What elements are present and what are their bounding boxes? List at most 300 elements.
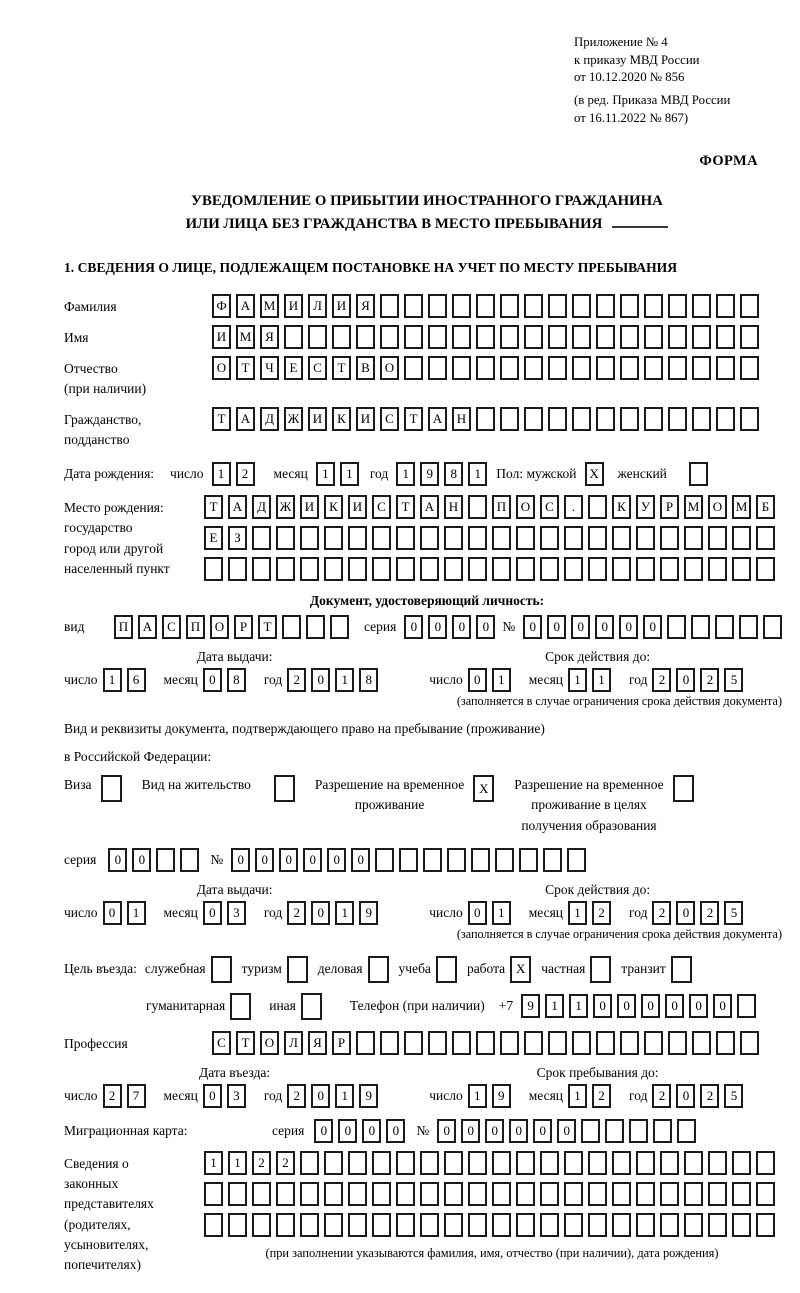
form-cell[interactable] — [588, 526, 607, 550]
form-cell[interactable] — [423, 848, 442, 872]
form-cell[interactable]: А — [428, 407, 447, 431]
form-cell[interactable]: 0 — [547, 615, 566, 639]
form-cell[interactable] — [740, 325, 759, 349]
form-cell[interactable] — [673, 775, 694, 802]
form-cell[interactable] — [348, 1182, 367, 1206]
form-cell[interactable] — [252, 526, 271, 550]
form-cell[interactable] — [620, 407, 639, 431]
form-cell[interactable] — [572, 294, 591, 318]
form-cell[interactable] — [476, 325, 495, 349]
form-cell[interactable] — [452, 325, 471, 349]
form-cell[interactable] — [156, 848, 175, 872]
form-cell[interactable] — [567, 848, 586, 872]
form-cell[interactable] — [692, 356, 711, 380]
form-cell[interactable]: 2 — [252, 1151, 271, 1175]
form-cell[interactable]: 7 — [127, 1084, 146, 1108]
form-cell[interactable]: 5 — [724, 901, 743, 925]
form-cell[interactable]: С — [308, 356, 327, 380]
form-cell[interactable] — [468, 526, 487, 550]
form-cell[interactable]: И — [332, 294, 351, 318]
form-cell[interactable]: Л — [308, 294, 327, 318]
form-cell[interactable]: 2 — [287, 668, 306, 692]
form-cell[interactable] — [399, 848, 418, 872]
form-cell[interactable] — [572, 325, 591, 349]
form-cell[interactable] — [716, 407, 735, 431]
form-cell[interactable]: О — [260, 1031, 279, 1055]
form-cell[interactable]: 0 — [593, 994, 612, 1018]
form-cell[interactable]: П — [492, 495, 511, 519]
form-cell[interactable]: Н — [452, 407, 471, 431]
form-cell[interactable]: О — [210, 615, 229, 639]
form-cell[interactable]: Т — [236, 356, 255, 380]
form-cell[interactable] — [372, 1182, 391, 1206]
form-cell[interactable]: Д — [252, 495, 271, 519]
form-cell[interactable] — [492, 557, 511, 581]
form-cell[interactable]: З — [228, 526, 247, 550]
form-cell[interactable] — [356, 325, 375, 349]
form-cell[interactable] — [324, 557, 343, 581]
form-cell[interactable] — [420, 526, 439, 550]
form-cell[interactable] — [447, 848, 466, 872]
form-cell[interactable] — [348, 1213, 367, 1237]
form-cell[interactable] — [620, 325, 639, 349]
form-cell[interactable] — [524, 294, 543, 318]
form-cell[interactable] — [524, 407, 543, 431]
form-cell[interactable] — [691, 615, 710, 639]
form-cell[interactable]: 2 — [700, 901, 719, 925]
form-cell[interactable]: 0 — [103, 901, 122, 925]
form-cell[interactable] — [684, 1213, 703, 1237]
form-cell[interactable] — [564, 1213, 583, 1237]
form-cell[interactable] — [708, 1182, 727, 1206]
form-cell[interactable]: И — [348, 495, 367, 519]
form-cell[interactable]: 1 — [127, 901, 146, 925]
form-cell[interactable]: 1 — [468, 1084, 487, 1108]
form-cell[interactable] — [276, 1213, 295, 1237]
form-cell[interactable]: 0 — [533, 1119, 552, 1143]
form-cell[interactable]: 0 — [689, 994, 708, 1018]
form-cell[interactable] — [684, 526, 703, 550]
form-cell[interactable]: А — [138, 615, 157, 639]
form-cell[interactable] — [715, 615, 734, 639]
form-cell[interactable]: 1 — [228, 1151, 247, 1175]
form-cell[interactable]: 1 — [335, 901, 354, 925]
form-cell[interactable]: 8 — [444, 462, 463, 486]
form-cell[interactable]: М — [260, 294, 279, 318]
form-cell[interactable] — [668, 294, 687, 318]
form-cell[interactable] — [332, 325, 351, 349]
form-cell[interactable] — [644, 356, 663, 380]
form-cell[interactable]: А — [236, 407, 255, 431]
form-cell[interactable] — [452, 294, 471, 318]
form-cell[interactable] — [660, 526, 679, 550]
form-cell[interactable]: 1 — [212, 462, 231, 486]
form-cell[interactable] — [612, 557, 631, 581]
form-cell[interactable] — [548, 294, 567, 318]
form-cell[interactable]: 0 — [362, 1119, 381, 1143]
form-cell[interactable] — [276, 1182, 295, 1206]
form-cell[interactable]: Т — [404, 407, 423, 431]
form-cell[interactable] — [396, 526, 415, 550]
form-cell[interactable]: Р — [332, 1031, 351, 1055]
form-cell[interactable]: Т — [258, 615, 277, 639]
form-cell[interactable]: . — [564, 495, 583, 519]
form-cell[interactable] — [476, 407, 495, 431]
form-cell[interactable]: Е — [284, 356, 303, 380]
form-cell[interactable] — [287, 956, 308, 983]
form-cell[interactable]: 0 — [279, 848, 298, 872]
form-cell[interactable] — [372, 1213, 391, 1237]
form-cell[interactable] — [732, 1213, 751, 1237]
form-cell[interactable]: 0 — [523, 615, 542, 639]
form-cell[interactable]: 0 — [476, 615, 495, 639]
form-cell[interactable] — [668, 1031, 687, 1055]
form-cell[interactable]: 0 — [303, 848, 322, 872]
form-cell[interactable] — [756, 557, 775, 581]
form-cell[interactable] — [716, 1031, 735, 1055]
form-cell[interactable] — [228, 1182, 247, 1206]
form-cell[interactable] — [708, 526, 727, 550]
form-cell[interactable]: 0 — [404, 615, 423, 639]
form-cell[interactable] — [620, 1031, 639, 1055]
form-cell[interactable] — [348, 557, 367, 581]
form-cell[interactable] — [629, 1119, 648, 1143]
form-cell[interactable]: 0 — [485, 1119, 504, 1143]
form-cell[interactable] — [404, 356, 423, 380]
form-cell[interactable] — [596, 1031, 615, 1055]
form-cell[interactable]: 2 — [700, 1084, 719, 1108]
form-cell[interactable] — [620, 294, 639, 318]
form-cell[interactable]: 8 — [227, 668, 246, 692]
form-cell[interactable]: 5 — [724, 1084, 743, 1108]
form-cell[interactable] — [739, 615, 758, 639]
form-cell[interactable]: О — [708, 495, 727, 519]
form-cell[interactable]: А — [228, 495, 247, 519]
form-cell[interactable]: 2 — [592, 901, 611, 925]
form-cell[interactable]: А — [420, 495, 439, 519]
form-cell[interactable] — [548, 1031, 567, 1055]
form-cell[interactable]: 0 — [327, 848, 346, 872]
form-cell[interactable]: 2 — [287, 901, 306, 925]
form-cell[interactable]: 2 — [276, 1151, 295, 1175]
form-cell[interactable]: 0 — [676, 901, 695, 925]
form-cell[interactable] — [740, 294, 759, 318]
form-cell[interactable] — [572, 356, 591, 380]
form-cell[interactable]: X — [473, 775, 494, 802]
form-cell[interactable]: У — [636, 495, 655, 519]
form-cell[interactable]: 0 — [311, 1084, 330, 1108]
form-cell[interactable]: 1 — [568, 901, 587, 925]
form-cell[interactable]: 1 — [396, 462, 415, 486]
form-cell[interactable]: 0 — [314, 1119, 333, 1143]
form-cell[interactable] — [588, 495, 607, 519]
form-cell[interactable] — [300, 1213, 319, 1237]
form-cell[interactable] — [684, 557, 703, 581]
form-cell[interactable]: 1 — [492, 668, 511, 692]
form-cell[interactable]: 1 — [492, 901, 511, 925]
form-cell[interactable] — [516, 1213, 535, 1237]
form-cell[interactable]: 1 — [545, 994, 564, 1018]
form-cell[interactable] — [689, 462, 708, 486]
form-cell[interactable] — [636, 1213, 655, 1237]
form-cell[interactable] — [284, 325, 303, 349]
form-cell[interactable]: П — [186, 615, 205, 639]
form-cell[interactable]: 0 — [203, 1084, 222, 1108]
form-cell[interactable]: 0 — [595, 615, 614, 639]
form-cell[interactable]: 0 — [641, 994, 660, 1018]
form-cell[interactable] — [564, 526, 583, 550]
form-cell[interactable] — [524, 356, 543, 380]
form-cell[interactable]: Р — [234, 615, 253, 639]
form-cell[interactable] — [667, 615, 686, 639]
form-cell[interactable] — [476, 294, 495, 318]
form-cell[interactable] — [308, 325, 327, 349]
form-cell[interactable]: 9 — [492, 1084, 511, 1108]
form-cell[interactable]: С — [372, 495, 391, 519]
form-cell[interactable]: П — [114, 615, 133, 639]
form-cell[interactable]: Я — [260, 325, 279, 349]
form-cell[interactable] — [732, 526, 751, 550]
form-cell[interactable] — [519, 848, 538, 872]
form-cell[interactable] — [380, 325, 399, 349]
form-cell[interactable] — [492, 1182, 511, 1206]
form-cell[interactable]: 1 — [568, 668, 587, 692]
form-cell[interactable]: С — [212, 1031, 231, 1055]
form-cell[interactable] — [396, 557, 415, 581]
form-cell[interactable]: 0 — [132, 848, 151, 872]
form-cell[interactable] — [564, 557, 583, 581]
form-cell[interactable]: 2 — [287, 1084, 306, 1108]
form-cell[interactable]: Т — [396, 495, 415, 519]
form-cell[interactable] — [428, 325, 447, 349]
form-cell[interactable]: К — [332, 407, 351, 431]
form-cell[interactable]: 3 — [227, 901, 246, 925]
form-cell[interactable]: 8 — [359, 668, 378, 692]
form-cell[interactable] — [444, 557, 463, 581]
form-cell[interactable] — [420, 1182, 439, 1206]
form-cell[interactable] — [471, 848, 490, 872]
form-cell[interactable] — [716, 325, 735, 349]
form-cell[interactable] — [211, 956, 232, 983]
form-cell[interactable] — [763, 615, 782, 639]
form-cell[interactable]: 1 — [340, 462, 359, 486]
form-cell[interactable] — [228, 1213, 247, 1237]
form-cell[interactable] — [756, 1213, 775, 1237]
form-cell[interactable]: Ж — [284, 407, 303, 431]
form-cell[interactable]: В — [356, 356, 375, 380]
form-cell[interactable] — [396, 1213, 415, 1237]
form-cell[interactable]: К — [612, 495, 631, 519]
form-cell[interactable] — [692, 1031, 711, 1055]
form-cell[interactable]: И — [300, 495, 319, 519]
form-cell[interactable]: С — [540, 495, 559, 519]
form-cell[interactable] — [252, 1213, 271, 1237]
form-cell[interactable]: Н — [444, 495, 463, 519]
form-cell[interactable]: 9 — [521, 994, 540, 1018]
form-cell[interactable]: 0 — [676, 1084, 695, 1108]
form-cell[interactable] — [756, 526, 775, 550]
form-cell[interactable]: 3 — [227, 1084, 246, 1108]
form-cell[interactable]: 6 — [127, 668, 146, 692]
form-cell[interactable] — [524, 1031, 543, 1055]
form-cell[interactable] — [612, 1213, 631, 1237]
form-cell[interactable] — [677, 1119, 696, 1143]
form-cell[interactable]: Т — [212, 407, 231, 431]
form-cell[interactable]: 0 — [571, 615, 590, 639]
form-cell[interactable]: 0 — [713, 994, 732, 1018]
form-cell[interactable]: Л — [284, 1031, 303, 1055]
form-cell[interactable] — [444, 526, 463, 550]
form-cell[interactable] — [372, 526, 391, 550]
form-cell[interactable] — [588, 1182, 607, 1206]
form-cell[interactable]: 0 — [108, 848, 127, 872]
form-cell[interactable]: 9 — [359, 901, 378, 925]
form-cell[interactable]: 1 — [204, 1151, 223, 1175]
form-cell[interactable] — [612, 526, 631, 550]
form-cell[interactable]: И — [284, 294, 303, 318]
form-cell[interactable] — [252, 1182, 271, 1206]
form-cell[interactable]: Ф — [212, 294, 231, 318]
form-cell[interactable] — [660, 1213, 679, 1237]
form-cell[interactable]: О — [380, 356, 399, 380]
form-cell[interactable]: 0 — [619, 615, 638, 639]
form-cell[interactable] — [300, 557, 319, 581]
form-cell[interactable]: 0 — [428, 615, 447, 639]
form-cell[interactable]: 2 — [652, 668, 671, 692]
form-cell[interactable]: 2 — [103, 1084, 122, 1108]
form-cell[interactable] — [740, 356, 759, 380]
form-cell[interactable]: 2 — [652, 1084, 671, 1108]
form-cell[interactable] — [548, 407, 567, 431]
form-cell[interactable] — [204, 1213, 223, 1237]
form-cell[interactable]: 2 — [236, 462, 255, 486]
form-cell[interactable] — [668, 356, 687, 380]
form-cell[interactable] — [740, 407, 759, 431]
form-cell[interactable]: Т — [204, 495, 223, 519]
form-cell[interactable] — [668, 407, 687, 431]
form-cell[interactable] — [500, 1031, 519, 1055]
form-cell[interactable]: О — [212, 356, 231, 380]
form-cell[interactable] — [500, 325, 519, 349]
form-cell[interactable] — [644, 1031, 663, 1055]
form-cell[interactable]: Б — [756, 495, 775, 519]
form-cell[interactable]: 1 — [103, 668, 122, 692]
form-cell[interactable] — [644, 294, 663, 318]
form-cell[interactable] — [500, 356, 519, 380]
form-cell[interactable]: 2 — [592, 1084, 611, 1108]
form-cell[interactable] — [428, 356, 447, 380]
form-cell[interactable]: 0 — [311, 668, 330, 692]
form-cell[interactable] — [230, 993, 251, 1020]
form-cell[interactable]: 1 — [335, 1084, 354, 1108]
form-cell[interactable]: М — [684, 495, 703, 519]
form-cell[interactable]: М — [236, 325, 255, 349]
form-cell[interactable] — [300, 526, 319, 550]
form-cell[interactable] — [404, 294, 423, 318]
form-cell[interactable] — [596, 356, 615, 380]
form-cell[interactable]: О — [516, 495, 535, 519]
form-cell[interactable] — [495, 848, 514, 872]
form-cell[interactable] — [548, 356, 567, 380]
form-cell[interactable] — [644, 325, 663, 349]
form-cell[interactable] — [524, 325, 543, 349]
form-cell[interactable] — [500, 294, 519, 318]
form-cell[interactable] — [692, 325, 711, 349]
form-cell[interactable] — [572, 1031, 591, 1055]
form-cell[interactable] — [428, 294, 447, 318]
form-cell[interactable] — [716, 356, 735, 380]
form-cell[interactable]: С — [380, 407, 399, 431]
form-cell[interactable] — [404, 1031, 423, 1055]
form-cell[interactable]: 0 — [231, 848, 250, 872]
form-cell[interactable]: И — [356, 407, 375, 431]
form-cell[interactable] — [668, 325, 687, 349]
form-cell[interactable]: 0 — [557, 1119, 576, 1143]
form-cell[interactable]: Т — [332, 356, 351, 380]
form-cell[interactable] — [282, 615, 301, 639]
form-cell[interactable] — [300, 1182, 319, 1206]
form-cell[interactable] — [436, 956, 457, 983]
form-cell[interactable]: 2 — [700, 668, 719, 692]
form-cell[interactable] — [660, 1182, 679, 1206]
form-cell[interactable] — [516, 1182, 535, 1206]
form-cell[interactable] — [605, 1119, 624, 1143]
form-cell[interactable] — [516, 526, 535, 550]
form-cell[interactable] — [684, 1182, 703, 1206]
form-cell[interactable] — [636, 1182, 655, 1206]
form-cell[interactable]: 0 — [665, 994, 684, 1018]
form-cell[interactable] — [500, 407, 519, 431]
form-cell[interactable] — [756, 1182, 775, 1206]
form-cell[interactable] — [428, 1031, 447, 1055]
form-cell[interactable]: 0 — [255, 848, 274, 872]
form-cell[interactable]: И — [308, 407, 327, 431]
form-cell[interactable] — [348, 526, 367, 550]
form-cell[interactable] — [452, 356, 471, 380]
form-cell[interactable] — [375, 848, 394, 872]
form-cell[interactable]: 2 — [652, 901, 671, 925]
form-cell[interactable] — [708, 1213, 727, 1237]
form-cell[interactable] — [228, 557, 247, 581]
form-cell[interactable] — [548, 325, 567, 349]
form-cell[interactable]: 0 — [461, 1119, 480, 1143]
form-cell[interactable] — [660, 557, 679, 581]
form-cell[interactable] — [572, 407, 591, 431]
form-cell[interactable] — [252, 557, 271, 581]
form-cell[interactable] — [588, 557, 607, 581]
form-cell[interactable] — [588, 1213, 607, 1237]
form-cell[interactable] — [653, 1119, 672, 1143]
form-cell[interactable] — [330, 615, 349, 639]
form-cell[interactable] — [396, 1182, 415, 1206]
form-cell[interactable] — [324, 1213, 343, 1237]
form-cell[interactable] — [636, 557, 655, 581]
form-cell[interactable]: А — [236, 294, 255, 318]
form-cell[interactable]: 0 — [311, 901, 330, 925]
form-cell[interactable] — [452, 1031, 471, 1055]
form-cell[interactable]: 0 — [437, 1119, 456, 1143]
form-cell[interactable]: Ч — [260, 356, 279, 380]
form-cell[interactable] — [204, 1182, 223, 1206]
form-cell[interactable]: 1 — [569, 994, 588, 1018]
form-cell[interactable]: 0 — [676, 668, 695, 692]
form-cell[interactable]: Т — [236, 1031, 255, 1055]
form-cell[interactable] — [596, 294, 615, 318]
form-cell[interactable] — [276, 526, 295, 550]
form-cell[interactable] — [620, 356, 639, 380]
form-cell[interactable] — [476, 1031, 495, 1055]
form-cell[interactable]: 1 — [335, 668, 354, 692]
